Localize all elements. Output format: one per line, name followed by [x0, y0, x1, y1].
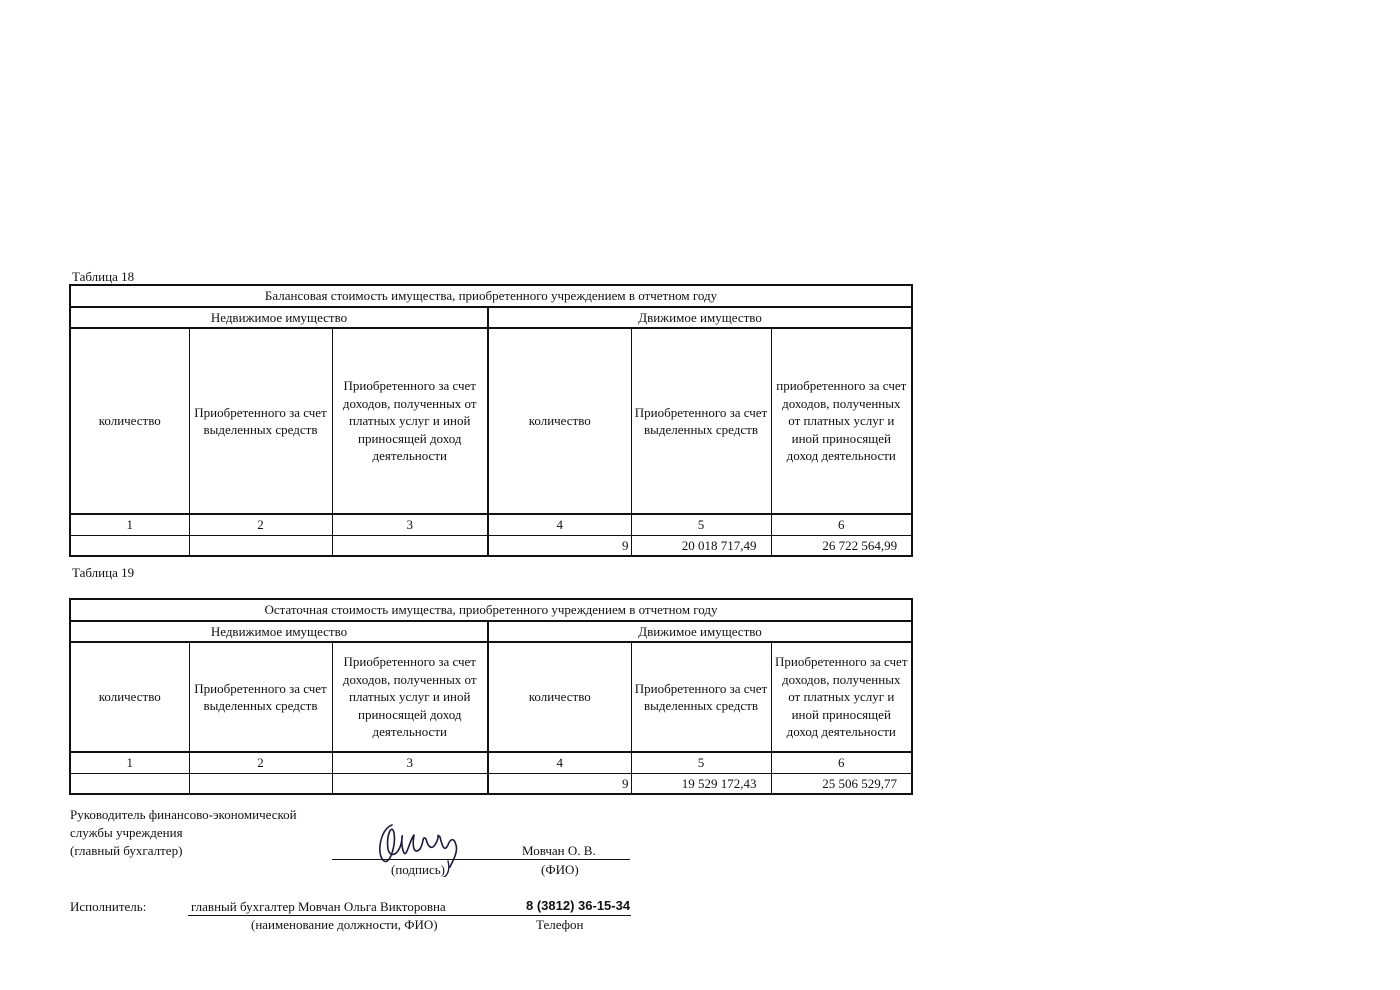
column-number: 2: [189, 752, 332, 773]
header-cell: количество: [488, 642, 631, 752]
column-number: 5: [631, 752, 771, 773]
table-19: [69, 598, 913, 795]
column-number: 6: [771, 752, 912, 773]
executor-caption: (наименование должности, ФИО): [251, 917, 438, 932]
table-19-title: Остаточная стоимость имущества, приобретенного учреждением в отчетном году: [70, 599, 912, 621]
table-18-title: Балансовая стоимость имущества, приобретенного учреждением в отчетном году: [70, 285, 912, 307]
column-number: 4: [488, 514, 631, 535]
table-18: [69, 284, 913, 557]
header-cell: Приобретенного за счет доходов, полученных от платных услуг и иной приносящей доход деятельности: [771, 642, 912, 752]
value-cell: 19 529 172,43: [631, 773, 771, 794]
group-movable: Движимое имущество: [488, 307, 912, 329]
header-cell: Приобретенного за счет доходов, полученных от платных услуг и иной приносящей доход деятельности: [332, 642, 488, 752]
value-cell: [189, 535, 332, 556]
header-cell: Приобретенного за счет доходов, полученных от платных услуг и иной приносящей доход деятельности: [332, 328, 488, 514]
phone-caption: Телефон: [536, 917, 584, 932]
table-18-title-row: [70, 285, 912, 307]
name-caption: (ФИО): [541, 862, 579, 877]
phone-value: 8 (3812) 36-15-34: [526, 898, 631, 913]
group-immovable: Недвижимое имущество: [70, 307, 488, 329]
column-number: 4: [488, 752, 631, 773]
value-cell: [332, 535, 488, 556]
header-cell: Приобретенного за счет выделенных средств: [631, 642, 771, 752]
head-name: Мовчан О. В.: [522, 843, 596, 858]
column-number: 5: [631, 514, 771, 535]
table-19-title-row: [70, 599, 912, 621]
group-movable: Движимое имущество: [488, 621, 912, 643]
value-cell: 20 018 717,49: [631, 535, 771, 556]
header-cell: количество: [488, 328, 631, 514]
value-cell: [70, 773, 189, 794]
column-number: 1: [70, 752, 189, 773]
header-cell: количество: [70, 642, 189, 752]
column-number: 3: [332, 514, 488, 535]
value-cell: [70, 535, 189, 556]
table-18-caption: Таблица 18: [72, 269, 135, 284]
table-19-value-row: [70, 773, 912, 794]
signature-caption: (подпись): [391, 862, 445, 877]
value-cell: 9: [488, 773, 631, 794]
table-18-header-row: [70, 328, 912, 514]
header-cell: Приобретенного за счет выделенных средств: [189, 328, 332, 514]
value-cell: 9: [488, 535, 631, 556]
value-cell: 26 722 564,99: [771, 535, 912, 556]
head-title-line: (главный бухгалтер): [70, 843, 183, 858]
table-19-number-row: [70, 752, 912, 773]
header-cell: приобретенного за счет доходов, полученных от платных услуг и иной приносящей доход деятельности: [771, 328, 912, 514]
column-number: 1: [70, 514, 189, 535]
column-number: 2: [189, 514, 332, 535]
head-title: [70, 806, 297, 860]
executor-line: [188, 915, 631, 916]
value-cell: [332, 773, 488, 794]
column-number: 6: [771, 514, 912, 535]
table-18-group-row: [70, 307, 912, 329]
signature-line: [332, 859, 630, 860]
value-cell: 25 506 529,77: [771, 773, 912, 794]
value-cell: [189, 773, 332, 794]
header-cell: Приобретенного за счет выделенных средств: [189, 642, 332, 752]
executor-value: главный бухгалтер Мовчан Ольга Викторовна: [191, 899, 446, 914]
table-19-group-row: [70, 621, 912, 643]
executor-label: Исполнитель:: [70, 899, 147, 914]
table-19-caption: Таблица 19: [72, 565, 135, 580]
head-title-line: службы учреждения: [70, 825, 183, 840]
table-18-value-row: [70, 535, 912, 556]
header-cell: количество: [70, 328, 189, 514]
group-immovable: Недвижимое имущество: [70, 621, 488, 643]
table-19-header-row: [70, 642, 912, 752]
table-18-number-row: [70, 514, 912, 535]
header-cell: Приобретенного за счет выделенных средств: [631, 328, 771, 514]
column-number: 3: [332, 752, 488, 773]
head-title-line: Руководитель финансово-экономической: [70, 807, 297, 822]
